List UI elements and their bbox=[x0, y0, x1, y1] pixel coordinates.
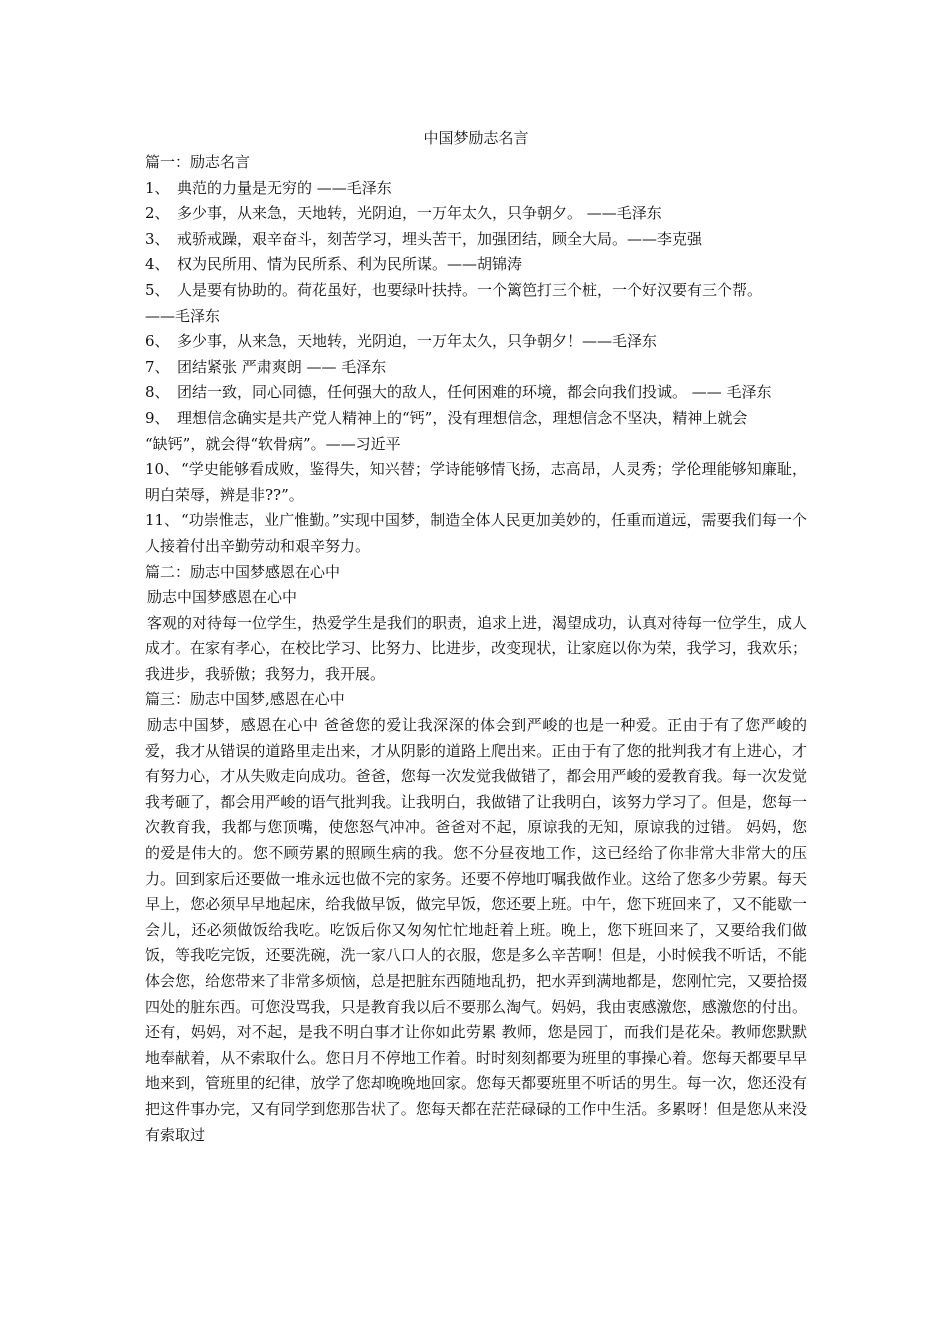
quote-item bbox=[145, 380, 807, 406]
section1-heading: 篇一：励志名言 bbox=[145, 153, 251, 171]
quote-number: 4、 bbox=[145, 255, 170, 274]
quote-item bbox=[145, 432, 807, 458]
quote-text: “功崇惟志，业广惟勤。”实现中国梦，制造全体人民更加美妙的，任重而道远，需要我们每一个人接着付出辛勤劳动和艰辛努力。 bbox=[145, 511, 807, 555]
quote-text: 典范的力量是无穷的 ——毛泽东 bbox=[177, 178, 392, 197]
quote-number: 8、 bbox=[145, 383, 170, 402]
quote-text: 团结一致，同心同德，任何强大的敌人，任何困难的环境，都会向我们投诚。 —— 毛泽东 bbox=[177, 383, 772, 402]
quote-number: 7、 bbox=[145, 357, 170, 376]
quote-number: 2、 bbox=[145, 204, 170, 223]
section2-heading: 篇二：励志中国梦感恩在心中 bbox=[145, 562, 341, 581]
document-page bbox=[145, 128, 807, 1148]
quote-text: 戒骄戒躁，艰辛奋斗，刻苦学习，埋头苦干，加强团结，顾全大局。——李克强 bbox=[177, 229, 703, 248]
quote-text: 多少事，从来急，天地转，光阴迫，一万年太久，只争朝夕。 ——毛泽东 bbox=[177, 204, 662, 223]
quote-number: 3、 bbox=[145, 229, 170, 248]
quote-number: 1、 bbox=[145, 178, 170, 197]
quote-item bbox=[145, 176, 807, 202]
quote-item bbox=[145, 304, 807, 330]
quote-text: “学史能够看成败，鉴得失，知兴替；学诗能够情飞扬，志高昂，人灵秀；学伦理能够知廉耻，明白荣辱，辨是非??”。 bbox=[145, 460, 807, 504]
quote-item bbox=[145, 508, 807, 559]
section2-body: 客观的对待每一位学生，热爱学生是我们的职责，追求上进，渴望成功，认真对待每一位学生，成人成才。在家有孝心，在校比学习、比努力、比进步，改变现状，让家庭以你为荣，我学习，我欢乐；我进步，我骄傲；我努力，我开展。 bbox=[145, 613, 808, 683]
quote-text: 多少事，从来急，天地转，光阴迫，一万年太久，只争朝夕！——毛泽东 bbox=[177, 332, 658, 351]
section2-subheading: 励志中国梦感恩在心中 bbox=[147, 588, 298, 607]
quote-item bbox=[145, 252, 807, 278]
quote-text: 理想信念确实是共产党人精神上的“钙”，没有理想信念，理想信念不坚决，精神上就会 bbox=[177, 408, 748, 427]
quote-item bbox=[145, 355, 807, 381]
section1-list bbox=[145, 176, 807, 560]
section3-heading: 篇三：励志中国梦,感恩在心中 bbox=[145, 690, 345, 709]
quote-item bbox=[145, 201, 807, 227]
quote-item bbox=[145, 227, 807, 253]
quote-text: ——毛泽东 bbox=[145, 306, 221, 325]
quote-number: 11、 bbox=[145, 511, 180, 530]
quote-item bbox=[145, 406, 807, 432]
quote-text: 人是要有协助的。荷花虽好，也要绿叶扶持。一个篱笆打三个桩，一个好汉要有三个帮。 bbox=[177, 280, 763, 299]
quote-item bbox=[145, 329, 807, 355]
quote-text: 团结紧张 严肃爽朗 —— 毛泽东 bbox=[177, 357, 387, 376]
quote-number: 9、 bbox=[145, 408, 170, 427]
quote-item bbox=[145, 457, 807, 508]
quote-item bbox=[145, 278, 807, 304]
quote-text: “缺钙”，就会得“软骨病”。——习近平 bbox=[145, 434, 401, 453]
quote-number: 5、 bbox=[145, 280, 170, 299]
section3-body: 励志中国梦，感恩在心中 爸爸您的爱让我深深的体会到严峻的也是一种爱。正由于有了您严峻的爱，我才从错误的道路里走出来，才从阴影的道路上爬出来。正由于有了您的批判我才有上进心，才有努力心，才从失败走向成功。爸爸，您每一次发觉我做错了，都会用严峻的爱教育我。每一次发觉我考砸了，都会用严峻的语气批判我。让我明白，我做错了让我明白，该努力学习了。但是，您每一次教育我，我都与您顶嘴，使您怒气冲冲。爸爸对不起，原谅我的无知，原谅我的过错。 妈妈，您的爱是伟大的。您不顾劳累的照顾生病的我。您不分昼夜地工作，这已经给了你非常大非常大的压力。回到家后还要做一堆永远也做不完的家务。还要不停地叮嘱我做作业。这给了您多少劳累。每天早上，您必须早早地起床，给我做早饭，做完早饭，您还要上班。中午，您下班回来了，又不能歇一会儿，还必须做饭给我吃。吃饭后你又匆匆忙忙地赶着上班。晚上，您下班回来了，又要给我们做饭，等我吃完饭，还要洗碗，洗一家八口人的衣服，您是多么辛苦啊！但是，小时候我不听话，不能体会您，给您带来了非常多烦恼，总是把脏东西随地乱扔，把水弄到满地都是，您刚忙完，又要拾掇四处的脏东西。可您没骂我，只是教育我以后不要那么淘气。妈妈，我由衷感激您，感激您的付出。还有，妈妈，对不起，是我不明白事才让你如此劳累 教师，您是园丁，而我们是花朵。教师您默默地奉献着，从不索取什么。您日月不停地工作着。时时刻刻都要为班里的事操心着。您每天都要早早地来到，管班里的纪律，放学了您却晚晚地回家。您每天都要班里不听话的男生。每一次，您还没有把这件事办完，又有同学到您那告状了。您每天都在茫茫碌碌的工作中生活。多累呀！但是您从来没有索取过 bbox=[145, 716, 807, 1144]
quote-number: 6、 bbox=[145, 332, 170, 351]
quote-text: 权为民所用、情为民所系、利为民所谋。——胡锦涛 bbox=[177, 255, 523, 274]
document-title: 中国梦励志名言 bbox=[423, 129, 529, 147]
quote-number: 10、 bbox=[145, 460, 180, 479]
